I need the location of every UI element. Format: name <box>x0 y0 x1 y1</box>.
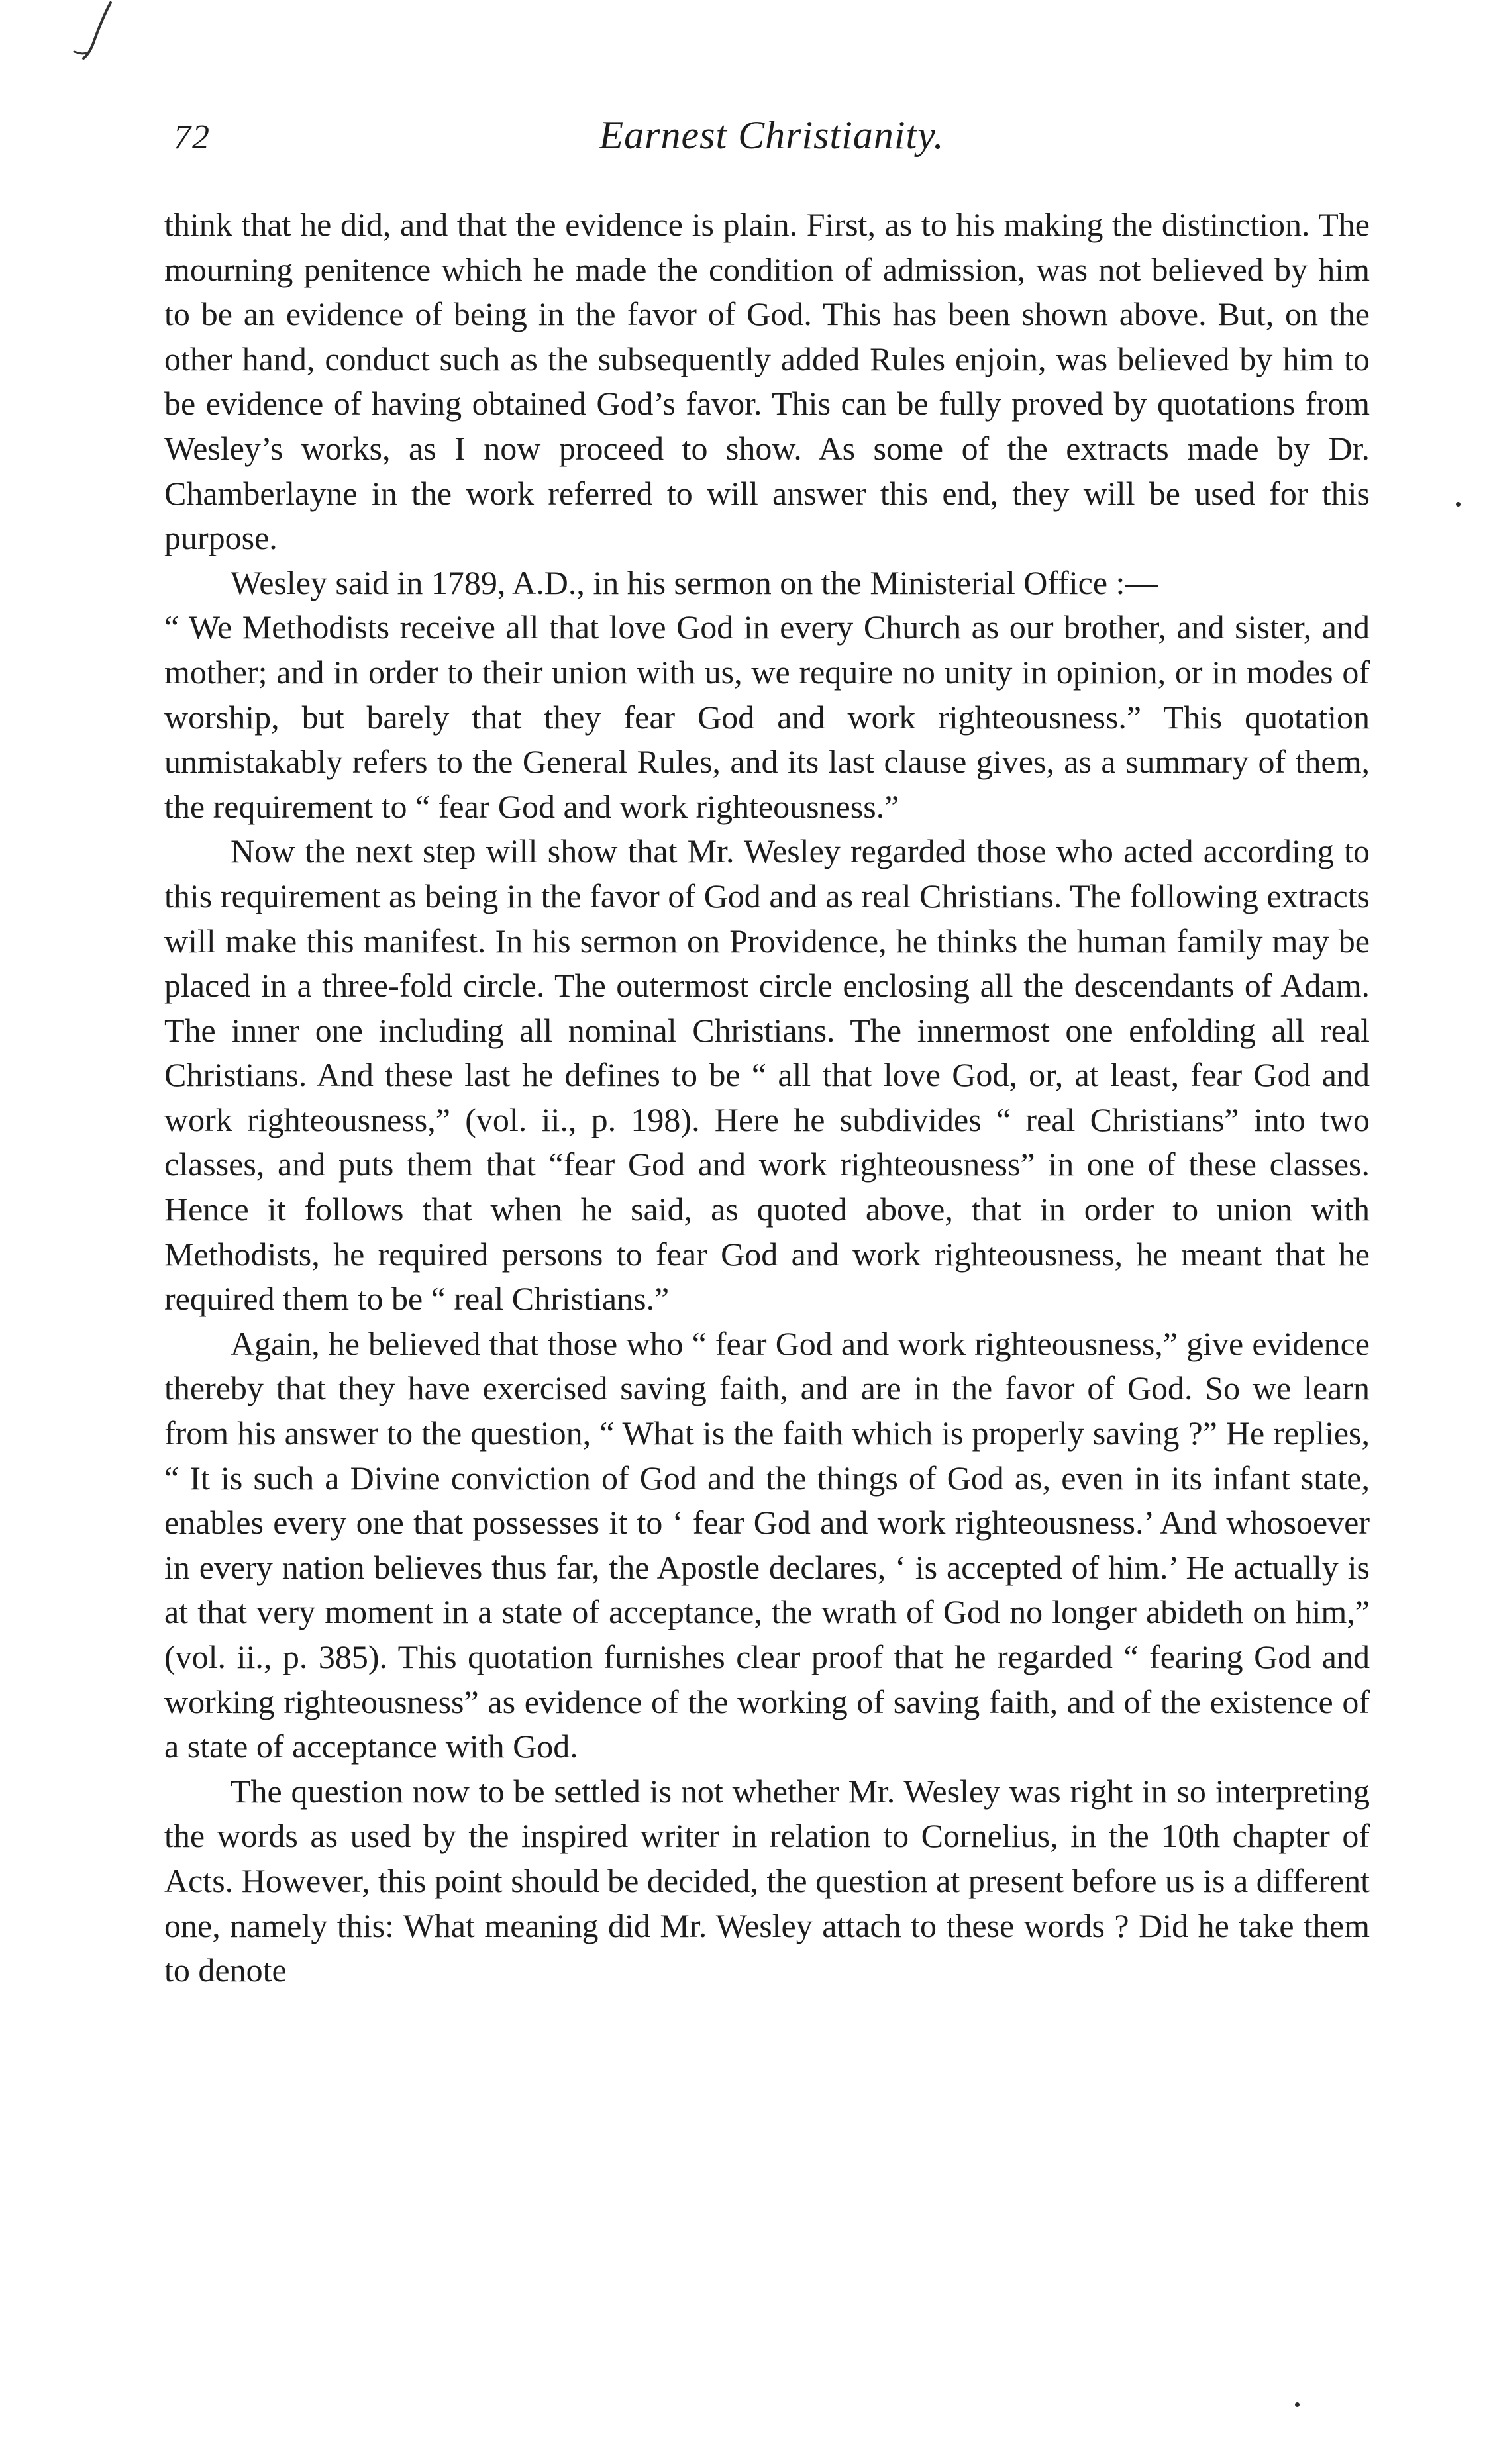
paragraph: The question now to be settled is not whether Mr. Wesley was right in so interpreting the words as used by the inspired writer in relation to Cornelius, in the 10th chapter of Acts. However, this point should be decided, the question at present before us is a different one, namely this: What meaning did Mr. Wesley attach to these words ? Did he take them to denote <box>164 1772 1370 1989</box>
page-header <box>166 113 1378 172</box>
running-title: Earnest Christianity. <box>599 113 945 157</box>
page-number: 72 <box>174 119 211 156</box>
paragraph: Wesley said in 1789, A.D., in his sermon on the Ministerial Office :— <box>231 564 1158 601</box>
margin-dot <box>1456 502 1461 507</box>
paragraph: think that he did, and that the evidence is plain. First, as to his making the distinction. The mourning penitence which he made the condition of admission, was not believed by him to be an evidence of being in the favor of God. This has been shown above. But, on the other hand, conduct such as the subsequently added Rules enjoin, was believed by him to be evidence of having obtained God’s favor. This can be fully proved by quotations from Wesley’s works, as I now proceed to show. As some of the extracts made by Dr. Chamberlayne in the work referred to will answer this end, they will be used for this purpose. <box>164 206 1370 557</box>
paragraph: Now the next step will show that Mr. Wesley regarded those who acted according to this requirement as being in the favor of God and as real Christians. The following extracts will make this manifest. In his sermon on Providence, he thinks the human family may be placed in a three-fold circle. The outermost circle enclosing all the descendants of Adam. The inner one including all nominal Christians. The innermost one enfolding all real Christians. And these last he defines to be “ all that love God, or, at least, fear God and work righteousness,” (vol. ii., p. 198). Here he subdivides “ real Christians” into two classes, and puts them that “fear God and work righteousness” in one of these classes. Hence it follows that when he said, as quoted above, that in order to union with Methodists, he required persons to fear God and work righteousness, he meant that he required them to be “ real Christians.” <box>164 832 1370 1318</box>
pencil-mark <box>48 0 127 63</box>
paragraph: Again, he believed that those who “ fear God and work righteousness,” give evidence thereby that they have exercised saving faith, and are in the favor of God. So we learn from his answer to the question, “ What is the faith which is properly saving ?” He replies, “ It is such a Divine conviction of God and the things of God as, even in its infant state, enables every one that possesses it to ‘ fear God and work righteousness.’ And whosoever in every nation believes thus far, the Apostle declares, ‘ is accepted of him.’ He actually is at that very moment in a state of acceptance, the wrath of God no longer abideth on him,” (vol. ii., p. 385). This quotation furnishes clear proof that he regarded “ fearing God and working righteousness” as evidence of the working of saving faith, and of the existence of a state of acceptance with God. <box>164 1324 1370 1765</box>
quotation-paragraph: “ We Methodists receive all that love God in every Church as our brother, and sister, and mother; and in order to their union with us, we require no unity in opinion, or in modes of worship, but barely that they fear God and work righteousness.” This quotation unmistakably refers to the General Rules, and its last clause gives, as a summary of them, the requirement to “ fear God and work righteousness.” <box>164 609 1370 825</box>
body-text <box>164 203 1370 1993</box>
margin-dot <box>1295 2402 1300 2407</box>
